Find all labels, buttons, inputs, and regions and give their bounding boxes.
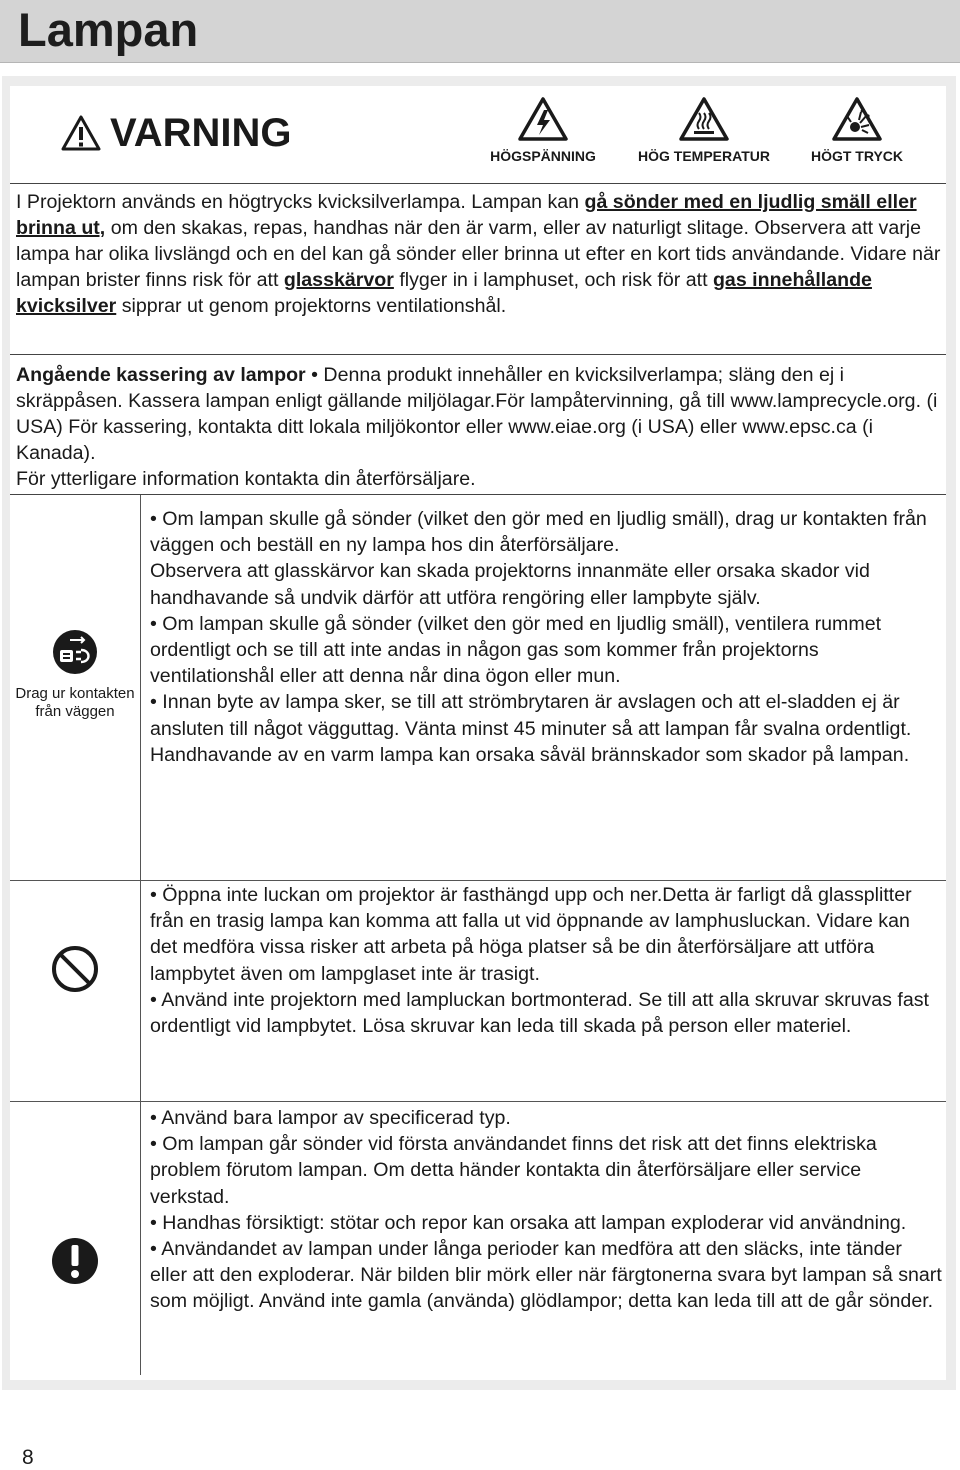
warning-heading-group [60, 106, 291, 160]
section-paragraph: Observera att glasskärvor kan skada projektorns innanmäte eller orsaka skador vid handhavande så undvik därför att utföra rengöring eller lampbyte själv. [150, 560, 870, 609]
divider [10, 1101, 946, 1102]
intro-emphasis: gas innehållande kvicksilver [16, 269, 872, 317]
section-text-prohibited [150, 882, 942, 1039]
section-paragraph: • Öppna inte luckan om projektor är fasthängd upp och ner.Detta är farligt då glassplitter från en trasig lampa kan komma att falla ut vid öppnande av lamphusluckan. Vidare kan det medföra vissa risker att arbeta på höga platser så be din återförsäljare att utföra lampbytet även om lampglaset inte är trasigt. [150, 884, 912, 985]
warning-triangle-icon [60, 114, 102, 152]
divider [10, 183, 946, 184]
warning-heading: VARNING [110, 110, 292, 155]
disposal-paragraph [16, 362, 942, 492]
disposal-heading: Angående kassering av lampor [16, 364, 306, 386]
section-paragraph: • Användandet av lampan under långa perioder kan medföra att den släcks, inte tänder eller att den exploderar. När bilden blir mörk eller när färgtonerna svara byt lampan så snart som möjligt. Använd inte gamla (använda) glödlampor; detta kan leda till att de går sönder. [150, 1238, 942, 1313]
intro-text: I Projektorn används en högtrycks kvicksilverlampa. Lampan kan [16, 191, 585, 213]
section-paragraph: Handhavande av en varm lampa kan orsaka såväl brännskador som skador på lampan. [150, 743, 910, 766]
symbol-label: HÖGT TRYCK [810, 148, 904, 164]
section-paragraph: • Om lampan går sönder vid första användandet finns det risk att det finns elektriska problem förutom lampan. Om detta händer kontakta din återförsäljare eller service verkstad. [150, 1133, 877, 1208]
symbol-high-temperature [626, 96, 782, 164]
title-bar [0, 0, 960, 63]
intro-emphasis: glasskärvor [283, 269, 394, 291]
section-paragraph: • Använd inte projektorn med lampluckan bortmonterad. Se till att alla skruvar skruvas fast ordentligt vid lampbytet. Lösa skruvar kan leda till skada på person eller materiel. [150, 988, 930, 1038]
page-title: Lampan [18, 3, 199, 56]
high-voltage-icon [517, 96, 569, 142]
section-text-unplug [150, 506, 942, 768]
prohibited-icon [50, 944, 100, 994]
page-number: 8 [22, 1446, 34, 1469]
disposal-text: • Denna produkt innehåller en kvicksilverlampa; släng den ej i skräppåsen. Kassera lampan enligt gällande miljölagar.För lampåtervinning, gå till www.lamprecycle.org. (i USA) För kassering, kontakta ditt lokala miljökontor eller www.eiae.org (i USA) eller www.epsc.ca (i Kanada). [16, 364, 938, 464]
symbol-label: HÖGSPÄNNING [490, 148, 596, 164]
intro-text: flyger in i lamphuset, och risk för att [393, 269, 713, 291]
intro-text: sipprar ut genom projektorns ventilationshål. [116, 295, 507, 317]
disposal-text-2: För ytterligare information kontakta din återförsäljare. [16, 468, 476, 490]
section-icon-prohibited [10, 944, 140, 999]
intro-text: om den skakas, repas, handhas när den är varm, eller av naturligt slitage. Observera att varje lampa har olika livslängd och en del kan gå sönder eller brinna ut efter en kort tids användande. Vidare när lampan brister finns risk för att [16, 217, 941, 291]
intro-emphasis: gå sönder med en ljudlig smäll eller brinna ut, [16, 191, 917, 239]
high-pressure-icon [831, 96, 883, 142]
section-paragraph: • Om lampan skulle gå sönder (vilket den gör med en ljudlig smäll), drag ur kontakten från väggen och beställ en ny lampa hos din återförsäljare. [150, 508, 927, 557]
divider [10, 354, 946, 355]
column-divider [140, 495, 141, 1375]
section-text-exclamation [150, 1105, 942, 1315]
section-paragraph: • Handhas försiktigt: stötar och repor kan orsaka att lampan exploderar vid användning. [150, 1211, 907, 1234]
symbol-high-voltage [480, 96, 606, 164]
section-icon-caption: Drag ur kontakten från väggen [15, 685, 135, 720]
section-paragraph: • Om lampan skulle gå sönder (vilket den gör med en ljudlig smäll), ventilera rummet ordentligt och se till att inte andas in någon gas som kommer från projektorns ventilationshål eller att denna når dina ögon eller mun. [150, 612, 882, 688]
section-paragraph: • Innan byte av lampa sker, se till att strömbrytaren är avslagen och att el-sladden ej är ansluten till något vägguttag. Vänta minst 45 minuter så att lampan får svalna ordentligt. [150, 691, 912, 740]
symbol-label: HÖG TEMPERATUR [638, 148, 770, 164]
high-temperature-icon [678, 96, 730, 142]
exclamation-icon [50, 1236, 100, 1286]
divider [10, 880, 946, 881]
intro-paragraph [16, 189, 942, 319]
section-icon-unplug [10, 628, 140, 721]
section-icon-exclamation [10, 1236, 140, 1291]
symbol-high-pressure [800, 96, 914, 164]
unplug-icon [51, 628, 99, 676]
divider [10, 494, 946, 495]
section-paragraph: • Använd bara lampor av specificerad typ. [150, 1107, 511, 1129]
